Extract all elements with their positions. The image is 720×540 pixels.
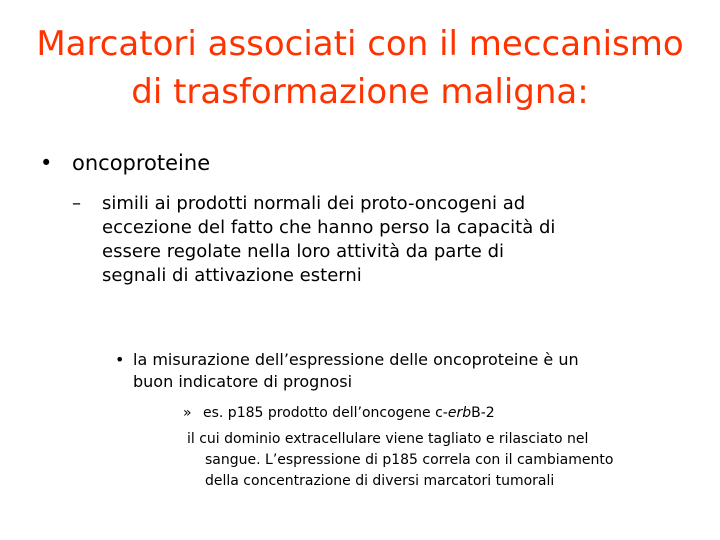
prognosis-line: buon indicatore di prognosi <box>133 372 353 391</box>
dash-marker: – <box>72 193 81 214</box>
description-line: simili ai prodotti normali dei proto-oncogeni ad <box>102 193 526 214</box>
example-text: es. p185 prodotto dell’oncogene c- <box>203 405 448 421</box>
title-line-2: di trasformazione maligna: <box>131 72 589 112</box>
sub-sub-bullet-prognosis <box>115 349 675 393</box>
detail-line: il cui dominio extracellulare viene tagliato e rilasciato nel <box>187 431 589 447</box>
prognosis-line: la misurazione dell’espressione delle oncoproteine è un <box>133 350 579 369</box>
sub-bullet-description <box>72 192 672 288</box>
title-line-1: Marcatori associati con il meccanismo <box>36 24 684 64</box>
example-item <box>183 403 495 423</box>
bullet-marker: • <box>40 151 53 175</box>
description-line: essere regolate nella loro attività da parte di <box>102 241 505 262</box>
slide-title <box>0 20 720 116</box>
description-line: segnali di attivazione esterni <box>102 265 362 286</box>
arrow-marker: » <box>183 405 192 421</box>
bullet-text: oncoproteine <box>72 151 211 175</box>
description-line: eccezione del fatto che hanno perso la capacità di <box>102 217 556 238</box>
bullet-marker: • <box>115 350 125 369</box>
bullet-oncoproteine <box>40 150 210 176</box>
example-gene-italic: erb <box>447 405 472 421</box>
example-gene-suffix: B-2 <box>471 405 495 421</box>
detail-line: sangue. L’espressione di p185 correla con il cambiamento <box>205 452 614 468</box>
detail-line: della concentrazione di diversi marcatori tumorali <box>205 473 555 489</box>
example-detail <box>187 429 613 492</box>
